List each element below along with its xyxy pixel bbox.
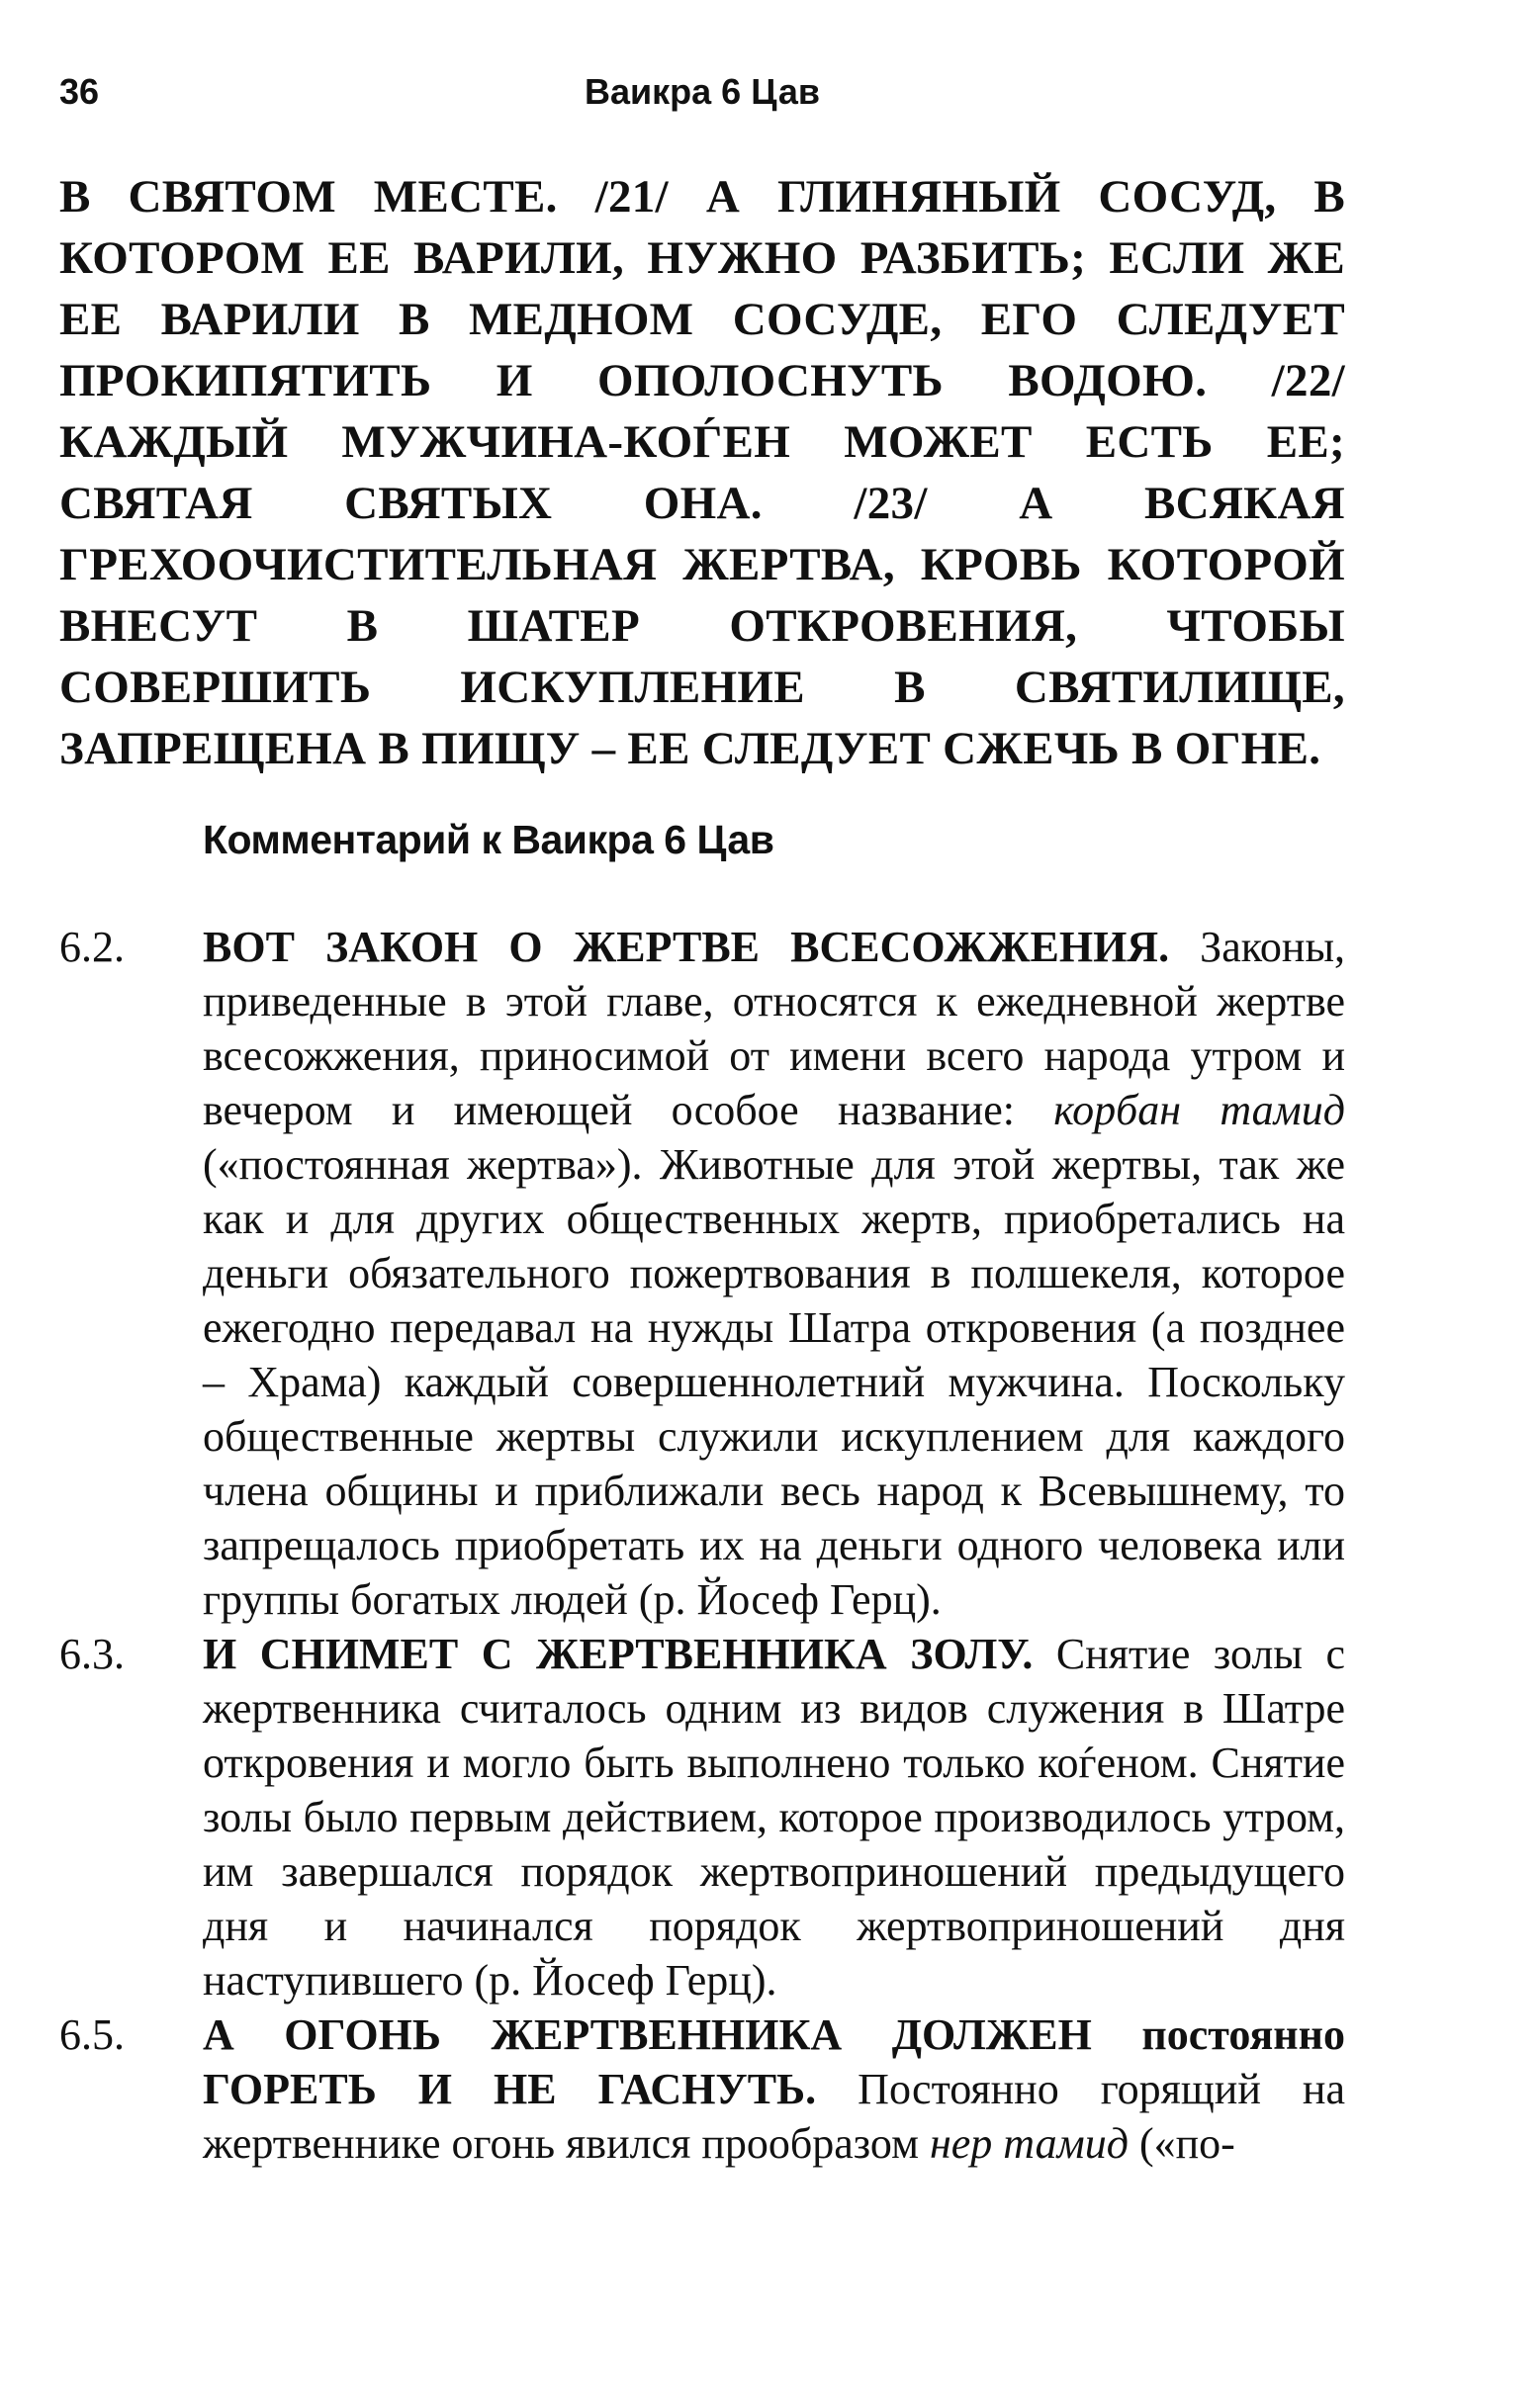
commentary-title: Комментарий к Ваикра 6 Цав (203, 817, 774, 862)
entry-number: 6.2. (59, 923, 125, 971)
entry-text: Снятие золы с жертвенника считалось одним из видов служения в Шатре откровения и могло быть выполнено только коѓеном. Снятие золы было первым действием, которое производилось утром, им завершался порядок жертвоприношений предыдущего дня и начинался порядок жертвоприношений дня наступившего (р. Йосеф Герц). (203, 1630, 1346, 2005)
commentary-entry (59, 1627, 1345, 2007)
commentary-entries (59, 920, 1345, 2171)
entry-lemma: ГОРЕТЬ И НЕ ГАСНУТЬ. (203, 2065, 817, 2113)
running-title: Ваикра 6 Цав (585, 71, 820, 112)
entry-body (203, 920, 1345, 1627)
page-number: 36 (59, 71, 100, 112)
entry-text: («постоянная жертва»). Животные для этой жертвы, так же как и для других общественных жертв, приобретались на деньги обязательного пожертвования в полшекеля, которое ежегодно передавал на нужды Шатра откровения (а позднее – Храма) каждый совершеннолетний мужчина. Поскольку общественные жертвы служили искуплением для каждого члена общины и приближали весь народ к Всевышнему, то запрещалось приобретать их на деньги одного человека или группы богатых людей (р. Йосеф Герц). (203, 1140, 1345, 1624)
entry-term: нер тамид (929, 2119, 1129, 2168)
commentary-entry (59, 2007, 1345, 2171)
commentary-entry (59, 920, 1345, 1627)
scripture-text: В СВЯТОМ МЕСТЕ. /21/ А ГЛИНЯНЫЙ СОСУД, В КОТОРОМ ЕЕ ВАРИЛИ, НУЖНО РАЗБИТЬ; ЕСЛИ ЖЕ ЕЕ ВАРИЛИ В МЕДНОМ СОСУДЕ, ЕГО СЛЕДУЕТ ПРОКИПЯТИТЬ И ОПОЛОСНУТЬ ВОДОЮ. /22/ КАЖДЫЙ МУЖЧИНА-КОЃЕН МОЖЕТ ЕСТЬ ЕЕ; СВЯТАЯ СВЯТЫХ ОНА. /23/ А ВСЯКАЯ ГРЕХООЧИСТИТЕЛЬНАЯ ЖЕРТВА, КРОВЬ КОТОРОЙ ВНЕСУТ В ШАТЕР ОТКРОВЕНИЯ, ЧТОБЫ СОВЕРШИТЬ ИСКУПЛЕНИЕ В СВЯТИЛИЩЕ, ЗАПРЕЩЕНА В ПИЩУ – ЕЕ СЛЕДУЕТ СЖЕЧЬ В ОГНЕ. (59, 171, 1345, 774)
entry-body (203, 1627, 1345, 2007)
entry-lemma: ВОТ ЗАКОН О ЖЕРТВЕ ВСЕСОЖЖЕНИЯ. (203, 923, 1170, 971)
entry-number: 6.5. (59, 2010, 125, 2059)
entry-text: Законы, приведенные в этой главе, относятся к ежедневной жертве всесожжения, приносимой от имени всего народа утром и вечером и имеющей особое название: (203, 923, 1346, 1134)
entry-lemma: постоянно (1091, 2010, 1345, 2059)
entry-text: («по- (1128, 2119, 1235, 2168)
entry-lemma: И СНИМЕТ С ЖЕРТВЕННИКА ЗОЛУ. (203, 1630, 1034, 1678)
entry-number: 6.3. (59, 1630, 125, 1678)
entry-term: корбан тамид (1053, 1086, 1345, 1134)
entry-lemma: А ОГОНЬ ЖЕРТВЕННИКА ДОЛЖЕН (203, 2010, 1092, 2059)
entry-text: Постоянно горящий на жертвеннике огонь явился прообразом (203, 2065, 1345, 2168)
entry-body (203, 2007, 1345, 2171)
running-head (59, 71, 1345, 121)
